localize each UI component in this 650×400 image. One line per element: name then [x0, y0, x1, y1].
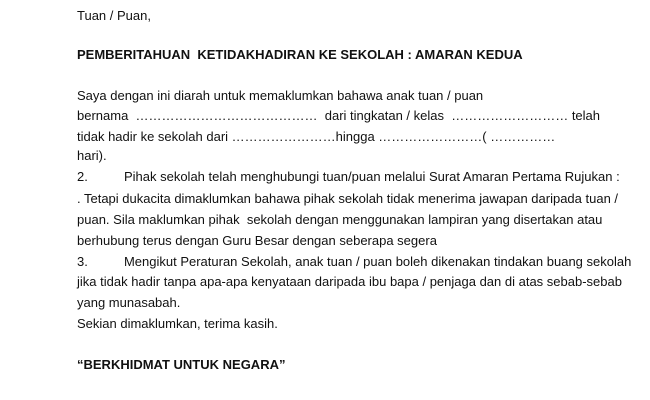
paragraph-2-line-4: berhubung terus dengan Guru Besar dengan seberapa segera — [77, 233, 437, 248]
closing-line: Sekian dimaklumkan, terima kasih. — [77, 316, 278, 331]
paragraph-2-line-2: . Tetapi dukacita dimaklumkan bahawa pihak sekolah tidak menerima jawapan daripada tuan / — [77, 191, 619, 206]
paragraph-1-line-2: bernama …………………………………… dari tingkatan / kelas ……………………… telah — [77, 108, 601, 123]
paragraph-3-line-1: 3. Mengikut Peraturan Sekolah, anak tuan / puan boleh dikenakan tindakan buang sekolah — [77, 254, 632, 269]
paragraph-2-line-3: puan. Sila maklumkan pihak sekolah dengan menggunakan lampiran yang disertakan atau — [77, 212, 603, 227]
paragraph-2-line-1: 2. Pihak sekolah telah menghubungi tuan/puan melalui Surat Amaran Pertama Rujukan : — [77, 169, 620, 184]
paragraph-1-line-4: hari). — [77, 148, 107, 163]
page-bottom-fade — [0, 390, 650, 400]
paragraph-3-line-3: yang munasabah. — [77, 295, 181, 310]
salutation: Tuan / Puan, — [77, 8, 151, 23]
paragraph-3-line-2: jika tidak hadir tanpa apa-apa kenyataan daripada ibu bapa / penjaga dan di atas sebab-sebab — [77, 274, 622, 289]
letter-subject: PEMBERITAHUAN KETIDAKHADIRAN KE SEKOLAH : AMARAN KEDUA — [77, 47, 523, 62]
motto: “BERKHIDMAT UNTUK NEGARA” — [77, 357, 286, 372]
paragraph-1-line-1: Saya dengan ini diarah untuk memaklumkan bahawa anak tuan / puan — [77, 88, 484, 103]
paragraph-1-line-3: tidak hadir ke sekolah dari ……………………hingga ……………………( …………… — [77, 129, 556, 144]
